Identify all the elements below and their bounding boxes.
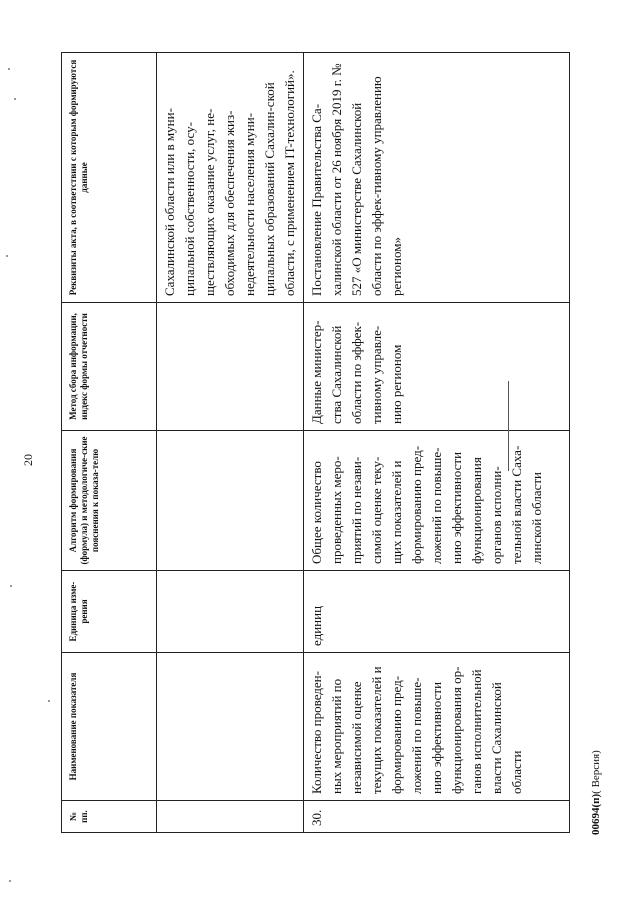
header-name: Наименование показателя: [62, 653, 157, 801]
header-requisites: Реквизиты акта, в соответствии с которым формируются данные: [62, 53, 157, 303]
header-num: № пп.: [62, 801, 157, 833]
footer-version: ( Версия): [590, 750, 602, 794]
header-method: Метод сбора информации, индекс формы отчетности: [62, 303, 157, 431]
scan-speck: [9, 880, 11, 882]
row-unit: единиц: [304, 571, 570, 653]
row-num: [157, 801, 304, 833]
table-row: [304, 53, 570, 833]
scan-speck: [10, 585, 12, 587]
row-method: Данные министер-ства Сахалинской области по эффек-тивному управле-нию регионом: [304, 303, 570, 431]
indicator-table: [61, 52, 570, 833]
scan-speck: [48, 700, 50, 702]
page-number: 20: [21, 454, 35, 466]
footer-code: 00694(п): [590, 793, 602, 835]
row-algorithm: Общее количество проведенных меро-приятий по незави-симой оценке теку-щих показателей и формированию пред-ложений по повыше-нию эффективности функционирования органов исполни-тельной власти Саха-линской области: [304, 431, 570, 571]
scan-speck: [8, 68, 10, 70]
row-algorithm: [157, 431, 304, 571]
row-unit: [157, 571, 304, 653]
scan-speck: [6, 255, 8, 257]
row-requisites: Сахалинской области или в муни-ципальной собственности, осу-ществляющих оказание услуг, не-обходимых для обеспечения жиз-недеятельности населения муни-ципальных образований Сахалин-ской области, с применением IT-технологий».: [157, 53, 304, 303]
header-algorithm: Алгоритм формирования (формула) и методологиче-ские пояснения к показа-телю: [62, 431, 157, 571]
row-name: Количество проведен-ных мероприятий по независимой оценке текущих показателей и формированию пред-ложений по повыше-нию эффективности функционирования ор-ганов исполнительной власти Сахалинской области: [304, 653, 570, 801]
footer: [590, 750, 602, 835]
scan-speck: [14, 98, 16, 100]
row-name: [157, 653, 304, 801]
table-row: [157, 53, 304, 833]
header-row: [62, 53, 157, 833]
row-num: 30.: [304, 801, 570, 833]
pen-mark: [508, 381, 509, 471]
row-method: [157, 303, 304, 431]
row-requisites: Постановление Правительства Са-халинской области от 26 ноября 2019 г. № 527 «О министерстве Сахалинской области по эффек-тивному управлению регионом»: [304, 53, 570, 303]
header-unit: Единица изме-рения: [62, 571, 157, 653]
